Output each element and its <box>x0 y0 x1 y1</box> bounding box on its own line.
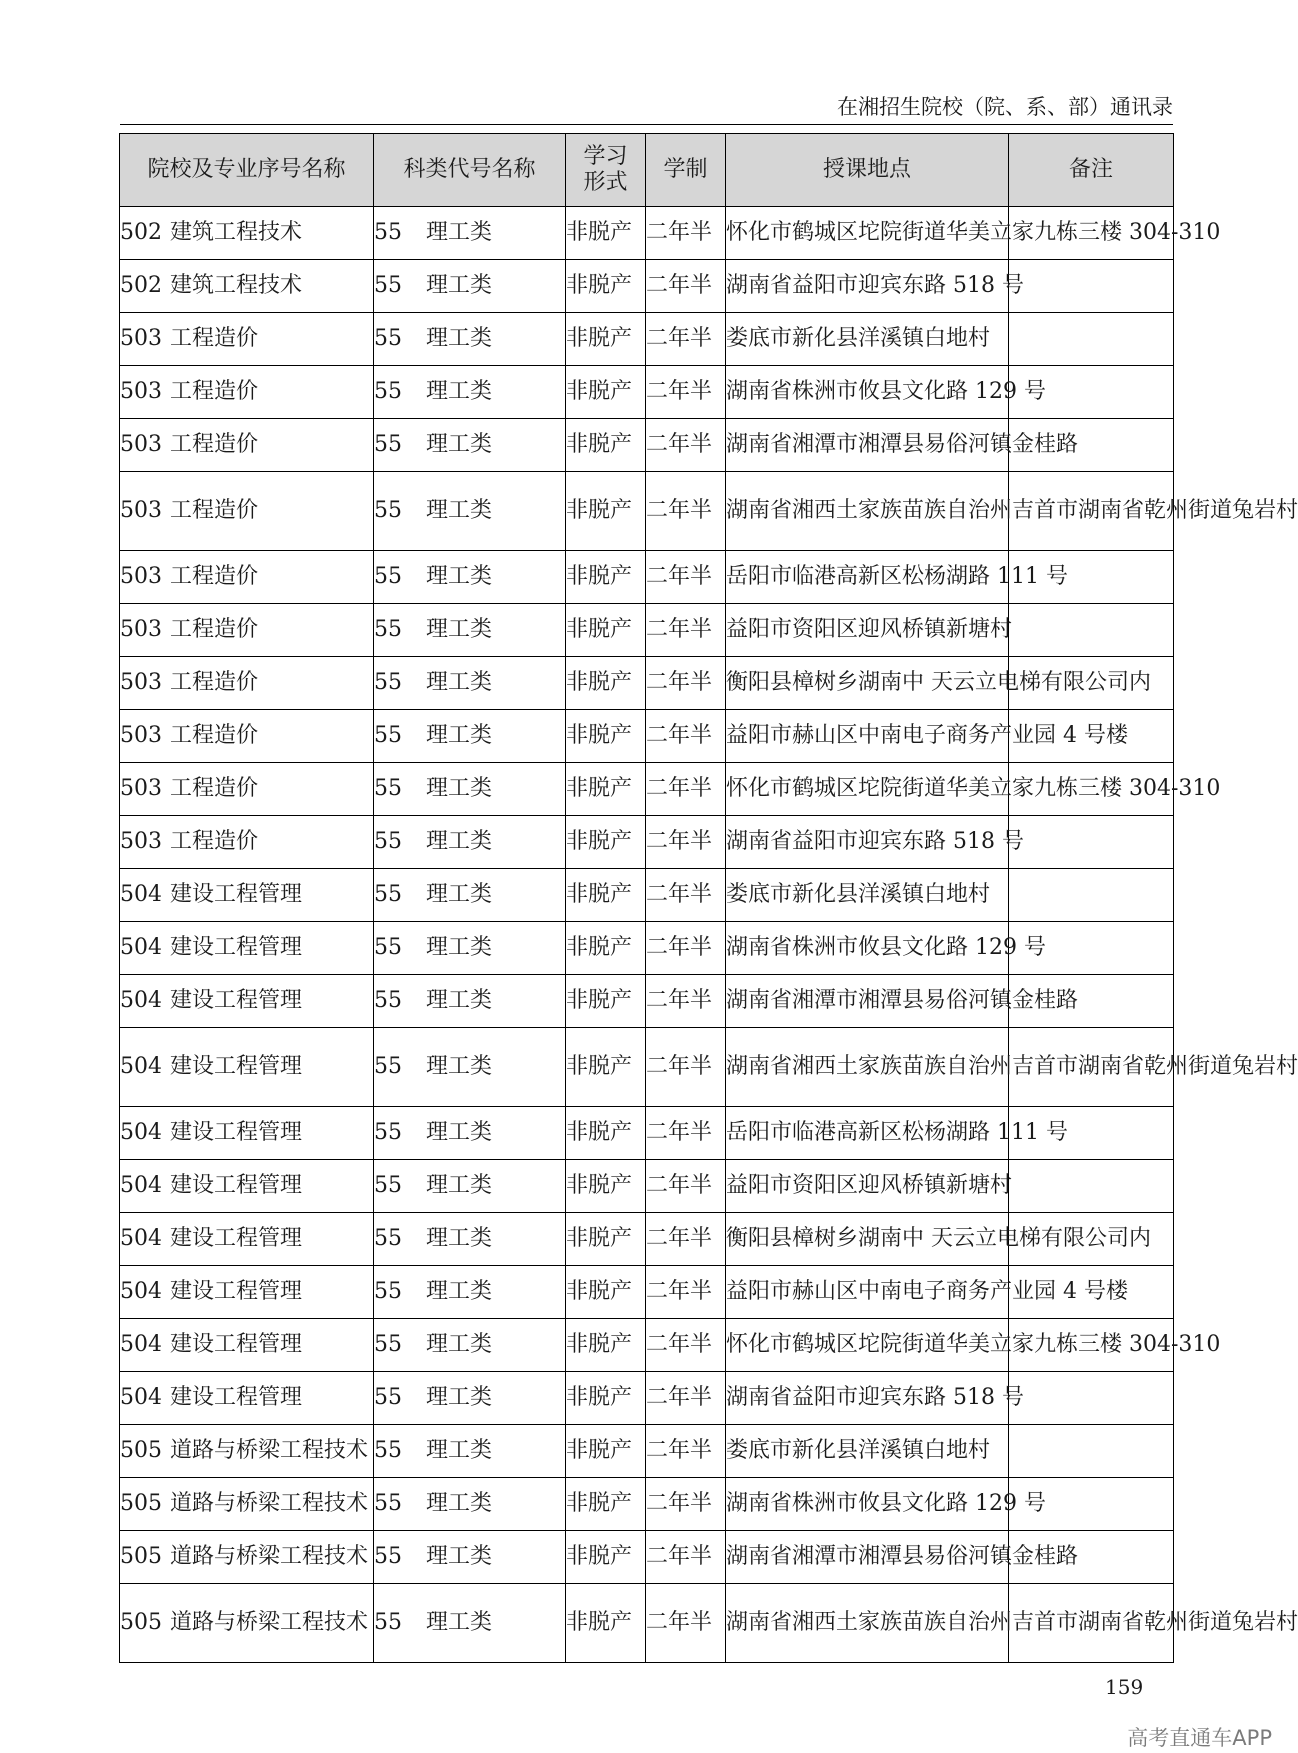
table-row <box>120 1107 1174 1160</box>
category-name: 理工类 <box>426 670 493 695</box>
duration-cell: 二年半 <box>646 1319 726 1372</box>
category-cell <box>374 1584 566 1663</box>
major-cell <box>120 922 374 975</box>
major-name: 建设工程管理 <box>170 882 303 907</box>
category-cell <box>374 366 566 419</box>
category-code: 55 <box>374 776 402 801</box>
study-form-cell: 非脱产 <box>566 1372 646 1425</box>
category-code: 55 <box>374 1279 402 1304</box>
category-name: 理工类 <box>426 1226 493 1251</box>
study-form-cell: 非脱产 <box>566 551 646 604</box>
major-name: 工程造价 <box>170 432 259 457</box>
category-name: 理工类 <box>426 776 493 801</box>
study-form-cell: 非脱产 <box>566 207 646 260</box>
major-cell <box>120 1266 374 1319</box>
location-cell: 娄底市新化县洋溪镇白地村 <box>726 1425 1009 1478</box>
study-form-cell: 非脱产 <box>566 472 646 551</box>
major-name: 工程造价 <box>170 564 259 589</box>
category-name: 理工类 <box>426 220 493 245</box>
duration-cell: 二年半 <box>646 1531 726 1584</box>
major-name: 建筑工程技术 <box>170 273 303 298</box>
study-form-cell: 非脱产 <box>566 419 646 472</box>
location-cell: 湖南省湘西土家族苗族自治州吉首市湖南省乾州街道兔岩村 <box>726 1584 1009 1663</box>
table-row <box>120 604 1174 657</box>
table-body <box>120 207 1298 1663</box>
duration-cell: 二年半 <box>646 260 726 313</box>
major-code: 504 <box>120 1226 162 1251</box>
duration-cell: 二年半 <box>646 1266 726 1319</box>
category-cell <box>374 1107 566 1160</box>
location-cell: 湖南省湘潭市湘潭县易俗河镇金桂路 <box>726 1531 1009 1584</box>
column-header-major: 院校及专业序号名称 <box>120 134 374 207</box>
major-code: 503 <box>120 829 162 854</box>
category-code: 55 <box>374 1610 402 1635</box>
major-cell <box>120 1107 374 1160</box>
major-code: 503 <box>120 498 162 523</box>
study-form-cell: 非脱产 <box>566 1319 646 1372</box>
category-code: 55 <box>374 829 402 854</box>
major-cell <box>120 1319 374 1372</box>
category-name: 理工类 <box>426 1385 493 1410</box>
location-cell: 湖南省湘西土家族苗族自治州吉首市湖南省乾州街道兔岩村 <box>726 1028 1009 1107</box>
category-cell <box>374 657 566 710</box>
major-code: 502 <box>120 273 162 298</box>
major-name: 道路与桥梁工程技术 <box>170 1610 369 1635</box>
category-name: 理工类 <box>426 432 493 457</box>
duration-cell: 二年半 <box>646 869 726 922</box>
category-cell <box>374 551 566 604</box>
category-name: 理工类 <box>426 1279 493 1304</box>
major-cell <box>120 975 374 1028</box>
category-code: 55 <box>374 670 402 695</box>
category-code: 55 <box>374 1120 402 1145</box>
major-code: 504 <box>120 1279 162 1304</box>
location-cell: 湖南省株洲市攸县文化路 129 号 <box>726 1478 1009 1531</box>
major-cell <box>120 816 374 869</box>
category-code: 55 <box>374 1544 402 1569</box>
duration-cell: 二年半 <box>646 1425 726 1478</box>
category-cell <box>374 1425 566 1478</box>
column-header-duration: 学制 <box>646 134 726 207</box>
duration-cell: 二年半 <box>646 1372 726 1425</box>
location-cell: 娄底市新化县洋溪镇白地村 <box>726 869 1009 922</box>
column-header-note: 备注 <box>1009 134 1174 207</box>
category-name: 理工类 <box>426 617 493 642</box>
category-cell <box>374 419 566 472</box>
table-row <box>120 1319 1174 1372</box>
category-code: 55 <box>374 564 402 589</box>
category-code: 55 <box>374 723 402 748</box>
duration-cell: 二年半 <box>646 922 726 975</box>
table-row <box>120 313 1174 366</box>
category-cell <box>374 1213 566 1266</box>
duration-cell: 二年半 <box>646 419 726 472</box>
major-name: 建设工程管理 <box>170 935 303 960</box>
duration-cell: 二年半 <box>646 1028 726 1107</box>
major-name: 工程造价 <box>170 829 259 854</box>
major-cell <box>120 763 374 816</box>
major-cell <box>120 1372 374 1425</box>
category-code: 55 <box>374 935 402 960</box>
note-cell <box>1009 816 1174 869</box>
duration-cell: 二年半 <box>646 207 726 260</box>
major-code: 503 <box>120 723 162 748</box>
major-name: 建设工程管理 <box>170 1120 303 1145</box>
major-cell <box>120 657 374 710</box>
category-cell <box>374 207 566 260</box>
location-cell: 湖南省湘潭市湘潭县易俗河镇金桂路 <box>726 419 1009 472</box>
major-cell <box>120 1531 374 1584</box>
table-row <box>120 975 1174 1028</box>
table-row <box>120 1478 1174 1531</box>
major-name: 建筑工程技术 <box>170 220 303 245</box>
category-cell <box>374 604 566 657</box>
major-name: 工程造价 <box>170 670 259 695</box>
category-name: 理工类 <box>426 326 493 351</box>
category-cell <box>374 313 566 366</box>
location-cell: 益阳市赫山区中南电子商务产业园 4 号楼 <box>726 710 1009 763</box>
major-name: 建设工程管理 <box>170 1173 303 1198</box>
category-name: 理工类 <box>426 1173 493 1198</box>
table-row <box>120 1372 1174 1425</box>
major-cell <box>120 869 374 922</box>
column-header-study-form: 学习 形式 <box>566 134 646 207</box>
category-code: 55 <box>374 273 402 298</box>
header-rule <box>120 124 1173 125</box>
location-cell: 怀化市鹤城区坨院街道华美立家九栋三楼 304-310 <box>726 207 1009 260</box>
category-code: 55 <box>374 1173 402 1198</box>
note-cell <box>1009 1160 1174 1213</box>
major-cell <box>120 1028 374 1107</box>
category-cell <box>374 1160 566 1213</box>
location-cell: 湖南省株洲市攸县文化路 129 号 <box>726 366 1009 419</box>
major-code: 504 <box>120 1332 162 1357</box>
category-cell <box>374 1266 566 1319</box>
duration-cell: 二年半 <box>646 975 726 1028</box>
study-form-cell: 非脱产 <box>566 869 646 922</box>
study-form-cell: 非脱产 <box>566 1425 646 1478</box>
table-row <box>120 657 1174 710</box>
location-cell: 益阳市资阳区迎风桥镇新塘村 <box>726 1160 1009 1213</box>
major-name: 道路与桥梁工程技术 <box>170 1491 369 1516</box>
major-code: 505 <box>120 1544 162 1569</box>
major-name: 建设工程管理 <box>170 1332 303 1357</box>
duration-cell: 二年半 <box>646 710 726 763</box>
duration-cell: 二年半 <box>646 313 726 366</box>
study-form-cell: 非脱产 <box>566 975 646 1028</box>
category-cell <box>374 869 566 922</box>
category-name: 理工类 <box>426 882 493 907</box>
category-name: 理工类 <box>426 829 493 854</box>
category-cell <box>374 1028 566 1107</box>
duration-cell: 二年半 <box>646 763 726 816</box>
category-cell <box>374 922 566 975</box>
major-cell <box>120 1584 374 1663</box>
study-form-cell: 非脱产 <box>566 1266 646 1319</box>
duration-cell: 二年半 <box>646 1478 726 1531</box>
table-row <box>120 1160 1174 1213</box>
table-row <box>120 366 1174 419</box>
location-cell: 衡阳县樟树乡湖南中 天云立电梯有限公司内 <box>726 657 1009 710</box>
major-cell <box>120 313 374 366</box>
category-code: 55 <box>374 1438 402 1463</box>
location-cell: 湖南省益阳市迎宾东路 518 号 <box>726 816 1009 869</box>
study-form-cell: 非脱产 <box>566 816 646 869</box>
location-cell: 湖南省益阳市迎宾东路 518 号 <box>726 1372 1009 1425</box>
major-code: 502 <box>120 220 162 245</box>
major-code: 503 <box>120 776 162 801</box>
major-name: 工程造价 <box>170 379 259 404</box>
table-row <box>120 816 1174 869</box>
major-code: 505 <box>120 1438 162 1463</box>
location-cell: 湖南省益阳市迎宾东路 518 号 <box>726 260 1009 313</box>
note-cell <box>1009 1372 1174 1425</box>
category-name: 理工类 <box>426 564 493 589</box>
major-name: 建设工程管理 <box>170 1385 303 1410</box>
study-form-cell: 非脱产 <box>566 763 646 816</box>
duration-cell: 二年半 <box>646 604 726 657</box>
major-name: 建设工程管理 <box>170 1226 303 1251</box>
category-cell <box>374 763 566 816</box>
study-form-cell: 非脱产 <box>566 657 646 710</box>
study-form-cell: 非脱产 <box>566 260 646 313</box>
category-name: 理工类 <box>426 988 493 1013</box>
major-code: 504 <box>120 1054 162 1079</box>
note-cell <box>1009 260 1174 313</box>
category-name: 理工类 <box>426 723 493 748</box>
table-row <box>120 472 1174 551</box>
category-code: 55 <box>374 220 402 245</box>
table-header-row <box>120 134 1174 207</box>
category-name: 理工类 <box>426 935 493 960</box>
table-row <box>120 1266 1174 1319</box>
category-name: 理工类 <box>426 1610 493 1635</box>
study-form-cell: 非脱产 <box>566 1107 646 1160</box>
note-cell <box>1009 604 1174 657</box>
location-cell: 岳阳市临港高新区松杨湖路 111 号 <box>726 1107 1009 1160</box>
table-row <box>120 1425 1174 1478</box>
page-number: 159 <box>1105 1675 1144 1699</box>
duration-cell: 二年半 <box>646 366 726 419</box>
category-cell <box>374 1319 566 1372</box>
major-code: 505 <box>120 1491 162 1516</box>
location-cell: 湖南省湘西土家族苗族自治州吉首市湖南省乾州街道兔岩村 <box>726 472 1009 551</box>
table-row <box>120 1531 1174 1584</box>
table-row <box>120 1028 1174 1107</box>
category-cell <box>374 710 566 763</box>
contacts-table <box>119 133 1298 1663</box>
category-code: 55 <box>374 882 402 907</box>
major-name: 道路与桥梁工程技术 <box>170 1438 369 1463</box>
table-row <box>120 869 1174 922</box>
location-cell: 益阳市赫山区中南电子商务产业园 4 号楼 <box>726 1266 1009 1319</box>
major-code: 503 <box>120 326 162 351</box>
column-header-location: 授课地点 <box>726 134 1009 207</box>
major-code: 505 <box>120 1610 162 1635</box>
category-cell <box>374 1478 566 1531</box>
major-name: 道路与桥梁工程技术 <box>170 1544 369 1569</box>
study-form-cell: 非脱产 <box>566 604 646 657</box>
major-cell <box>120 419 374 472</box>
major-code: 503 <box>120 564 162 589</box>
category-cell <box>374 816 566 869</box>
duration-cell: 二年半 <box>646 551 726 604</box>
table-row <box>120 260 1174 313</box>
major-code: 503 <box>120 379 162 404</box>
major-name: 工程造价 <box>170 617 259 642</box>
duration-cell: 二年半 <box>646 1213 726 1266</box>
category-name: 理工类 <box>426 1438 493 1463</box>
category-code: 55 <box>374 432 402 457</box>
location-cell: 湖南省湘潭市湘潭县易俗河镇金桂路 <box>726 975 1009 1028</box>
category-name: 理工类 <box>426 1120 493 1145</box>
major-name: 工程造价 <box>170 498 259 523</box>
category-code: 55 <box>374 326 402 351</box>
table-row <box>120 419 1174 472</box>
duration-cell: 二年半 <box>646 1107 726 1160</box>
category-code: 55 <box>374 1054 402 1079</box>
major-cell <box>120 1160 374 1213</box>
column-header-category: 科类代号名称 <box>374 134 566 207</box>
major-code: 504 <box>120 1173 162 1198</box>
major-code: 504 <box>120 935 162 960</box>
location-cell: 湖南省株洲市攸县文化路 129 号 <box>726 922 1009 975</box>
category-cell <box>374 1531 566 1584</box>
study-form-cell: 非脱产 <box>566 313 646 366</box>
category-name: 理工类 <box>426 1332 493 1357</box>
major-cell <box>120 1425 374 1478</box>
major-name: 建设工程管理 <box>170 1279 303 1304</box>
major-cell <box>120 366 374 419</box>
category-name: 理工类 <box>426 1491 493 1516</box>
study-form-cell: 非脱产 <box>566 922 646 975</box>
major-cell <box>120 1213 374 1266</box>
category-cell <box>374 260 566 313</box>
location-cell: 衡阳县樟树乡湖南中 天云立电梯有限公司内 <box>726 1213 1009 1266</box>
major-code: 504 <box>120 1385 162 1410</box>
duration-cell: 二年半 <box>646 816 726 869</box>
category-name: 理工类 <box>426 498 493 523</box>
study-form-cell: 非脱产 <box>566 1584 646 1663</box>
major-name: 工程造价 <box>170 723 259 748</box>
major-name: 建设工程管理 <box>170 988 303 1013</box>
duration-cell: 二年半 <box>646 472 726 551</box>
major-code: 504 <box>120 1120 162 1145</box>
duration-cell: 二年半 <box>646 657 726 710</box>
category-code: 55 <box>374 988 402 1013</box>
category-name: 理工类 <box>426 1054 493 1079</box>
category-code: 55 <box>374 1226 402 1251</box>
category-name: 理工类 <box>426 1544 493 1569</box>
location-cell: 怀化市鹤城区坨院街道华美立家九栋三楼 304-310 <box>726 1319 1009 1372</box>
running-header: 在湘招生院校（院、系、部）通讯录 <box>837 95 1173 119</box>
major-cell <box>120 207 374 260</box>
major-cell <box>120 472 374 551</box>
major-code: 504 <box>120 882 162 907</box>
location-cell: 岳阳市临港高新区松杨湖路 111 号 <box>726 551 1009 604</box>
category-code: 55 <box>374 1385 402 1410</box>
note-cell <box>1009 313 1174 366</box>
study-form-cell: 非脱产 <box>566 1160 646 1213</box>
major-cell <box>120 551 374 604</box>
category-code: 55 <box>374 1332 402 1357</box>
table-row <box>120 710 1174 763</box>
study-form-cell: 非脱产 <box>566 1028 646 1107</box>
study-form-cell: 非脱产 <box>566 1531 646 1584</box>
study-form-cell: 非脱产 <box>566 1213 646 1266</box>
category-name: 理工类 <box>426 379 493 404</box>
major-code: 504 <box>120 988 162 1013</box>
location-cell: 益阳市资阳区迎风桥镇新塘村 <box>726 604 1009 657</box>
major-name: 建设工程管理 <box>170 1054 303 1079</box>
location-cell: 怀化市鹤城区坨院街道华美立家九栋三楼 304-310 <box>726 763 1009 816</box>
watermark: 高考直通车APP <box>1127 1726 1272 1750</box>
study-form-cell: 非脱产 <box>566 1478 646 1531</box>
note-cell <box>1009 1425 1174 1478</box>
study-form-cell: 非脱产 <box>566 710 646 763</box>
duration-cell: 二年半 <box>646 1584 726 1663</box>
major-cell <box>120 1478 374 1531</box>
category-code: 55 <box>374 1491 402 1516</box>
major-cell <box>120 260 374 313</box>
study-form-cell: 非脱产 <box>566 366 646 419</box>
table-row <box>120 551 1174 604</box>
major-cell <box>120 710 374 763</box>
note-cell <box>1009 869 1174 922</box>
category-cell <box>374 975 566 1028</box>
table-row <box>120 922 1174 975</box>
category-name: 理工类 <box>426 273 493 298</box>
table-row <box>120 207 1174 260</box>
major-code: 503 <box>120 617 162 642</box>
major-code: 503 <box>120 670 162 695</box>
table-row <box>120 1584 1174 1663</box>
major-name: 工程造价 <box>170 776 259 801</box>
major-cell <box>120 604 374 657</box>
location-cell: 娄底市新化县洋溪镇白地村 <box>726 313 1009 366</box>
category-code: 55 <box>374 379 402 404</box>
category-cell <box>374 472 566 551</box>
table-row <box>120 1213 1174 1266</box>
category-code: 55 <box>374 498 402 523</box>
category-code: 55 <box>374 617 402 642</box>
major-name: 工程造价 <box>170 326 259 351</box>
duration-cell: 二年半 <box>646 1160 726 1213</box>
category-cell <box>374 1372 566 1425</box>
major-code: 503 <box>120 432 162 457</box>
table-row <box>120 763 1174 816</box>
